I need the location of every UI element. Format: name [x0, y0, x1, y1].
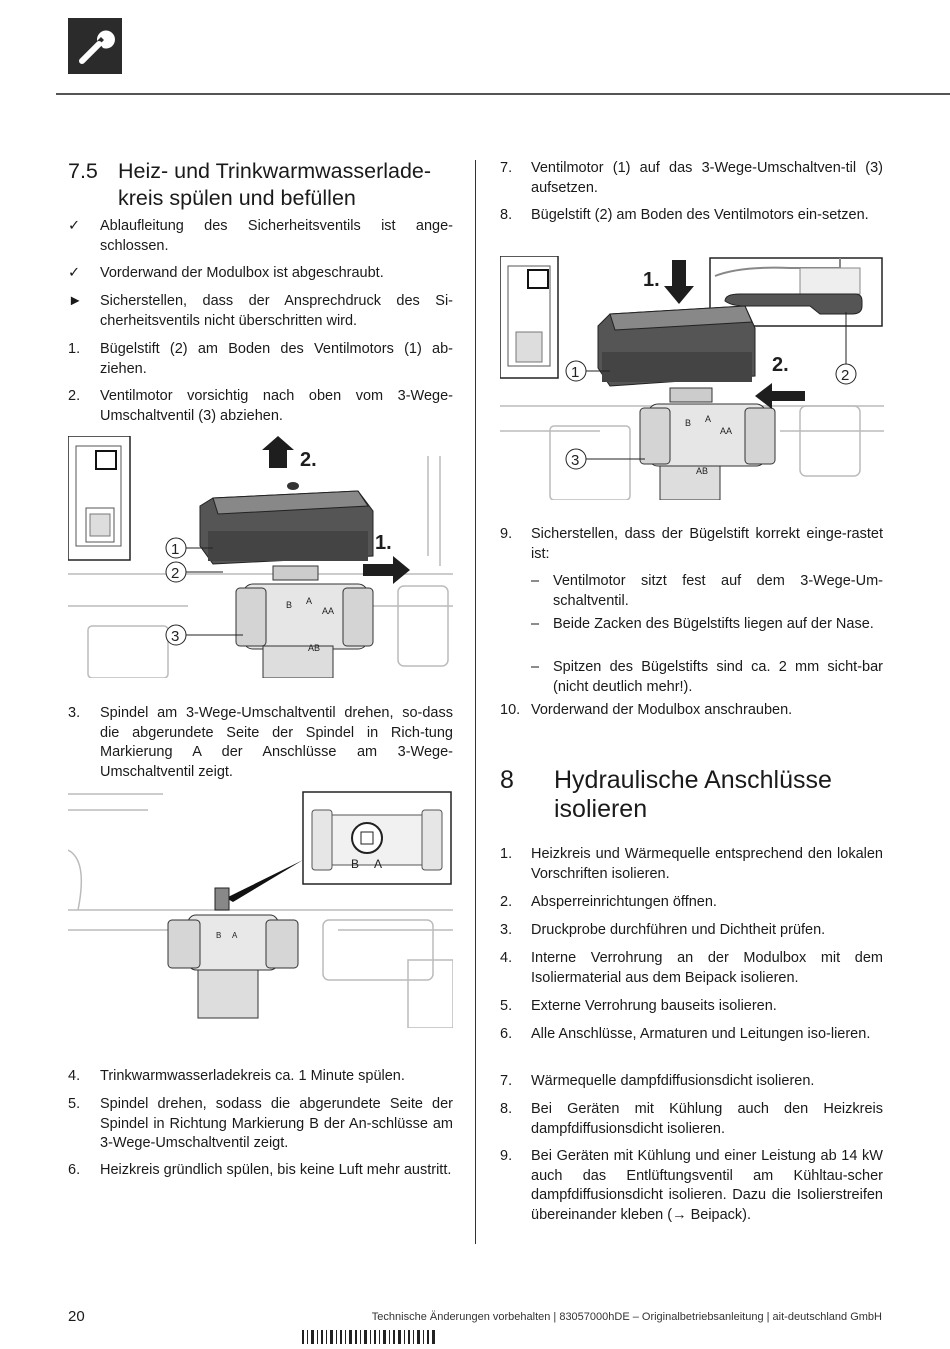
three-way-valve	[236, 566, 373, 678]
footer-text: Technische Änderungen vorbehalten | 83057000hDE – Originalbetriebsanleitung | ait-deutschland GmbH	[371, 1311, 882, 1323]
callout-1: 1	[571, 364, 580, 381]
arrow-label-right: 1.	[375, 532, 392, 554]
figure-mount-valve-motor	[500, 256, 884, 500]
arrow-label-left: 2.	[772, 354, 789, 376]
prereq-item: ✓ Ablaufleitung des Sicherheitsventils ist ange-schlossen.	[68, 218, 453, 254]
three-way-valve	[168, 888, 298, 1018]
callout-2: 2	[841, 367, 850, 384]
step-item: 6. Alle Anschlüsse, Armaturen und Leitungen iso-lieren.	[500, 1026, 871, 1042]
valve-mark-ab: AB	[308, 643, 321, 653]
figure-spindle-orientation	[68, 790, 453, 1028]
header-divider	[56, 93, 950, 95]
valve-mark-a: A	[705, 414, 712, 424]
step-item: 9. Sicherstellen, dass der Bügelstift korrekt einge-rastet ist:	[500, 526, 883, 562]
substep-item: – Beide Zacken des Bügelstifts liegen auf der Nase.	[531, 616, 874, 632]
arrow-right-icon	[363, 556, 410, 584]
step-item: 1. Heizkreis und Wärmequelle entsprechend den lokalen Vorschriften isolieren.	[500, 846, 883, 882]
detail-label-b: B	[351, 857, 360, 871]
valve-mark-b: B	[685, 418, 692, 428]
valve-motor	[598, 306, 755, 386]
step-item: 10. Vorderwand der Modulbox anschrauben.	[500, 702, 793, 718]
module-box-thumbnail	[500, 256, 558, 378]
step-item: 8. Bügelstift (2) am Boden des Ventilmotors ein-setzen.	[500, 207, 869, 223]
valve-mark-aa: AA	[720, 426, 733, 436]
valve-mark-aa: AA	[322, 606, 335, 616]
callout-2: 2	[171, 565, 180, 582]
valve-mark-b: B	[216, 931, 222, 940]
substep-item: – Ventilmotor sitzt fest auf dem 3-Wege-Um-schaltventil.	[531, 573, 883, 609]
section-number: 8	[500, 766, 514, 794]
arrow-down-icon	[664, 260, 694, 304]
step-item: 7. Ventilmotor (1) auf das 3-Wege-Umschaltven-til (3) aufsetzen.	[500, 160, 883, 196]
step-item: 3. Druckprobe durchführen und Dichtheit prüfen.	[500, 922, 826, 938]
step-item: 2. Absperreinrichtungen öffnen.	[500, 894, 717, 910]
step-item: 9. Bei Geräten mit Kühlung und einer Leistung ab 14 kW auch das Entlüftungsventil am Kühltau-scher dampfdiffusionsdicht isolieren. Dazu die Isolierstreifen übereinander kleben (→ Beipack).	[500, 1148, 883, 1223]
valve-mark-a: A	[306, 596, 313, 606]
page-number: 20	[68, 1308, 85, 1325]
arrow-left-icon	[755, 383, 805, 409]
valve-motor	[200, 482, 373, 564]
section-title: Heiz- und Trinkwarmwasserlade-kreis spülen und befüllen	[118, 159, 432, 210]
wrench-icon	[68, 18, 122, 74]
step-item: 2. Ventilmotor vorsichtig nach oben vom 3-Wege-Umschaltventil (3) abziehen.	[68, 388, 453, 424]
callout-3: 3	[571, 452, 580, 469]
step-item: 6. Heizkreis gründlich spülen, bis keine Luft mehr austritt.	[68, 1162, 452, 1178]
section-heading-7-5	[68, 158, 458, 212]
section-heading-8	[500, 766, 890, 824]
spindle-detail-box	[303, 792, 451, 884]
step-item: 4. Interne Verrohrung an der Modulbox mit dem Isoliermaterial aus dem Beipack isolieren.	[500, 950, 883, 986]
column-divider	[475, 160, 476, 1244]
valve-mark-ab: AB	[696, 466, 709, 476]
module-box-thumbnail	[68, 436, 130, 560]
step-item: 5. Spindel drehen, sodass die abgerundete Seite der Spindel in Richtung Markierung B der An-schlüsse am 3-Wege-Umschaltventil zeigt.	[68, 1096, 453, 1151]
section-title: Hydraulische Anschlüsse isolieren	[554, 766, 832, 823]
step-item: 3. Spindel am 3-Wege-Umschaltventil drehen, so-dass die abgerundete Seite der Spindel in Rich-tung Markierung A der Anschlüsse am 3-Wege-Umschaltventil zeigt.	[68, 705, 453, 780]
callout-3: 3	[171, 628, 180, 645]
arrow-up-icon	[262, 436, 294, 468]
valve-mark-b: B	[286, 600, 293, 610]
step-item: 7. Wärmequelle dampfdiffusionsdicht isolieren.	[500, 1073, 815, 1089]
prereq-item: ► Sicherstellen, dass der Ansprechdruck des Si-cherheitsventils nicht überschritten wird.	[68, 293, 453, 329]
step-item: 4. Trinkwarmwasserladekreis ca. 1 Minute spülen.	[68, 1068, 405, 1084]
arrow-label-down: 1.	[643, 269, 660, 291]
prereq-item: ✓ Vorderwand der Modulbox ist abgeschraubt.	[68, 264, 453, 284]
callout-1: 1	[171, 541, 180, 558]
arrow-right-icon: ►	[68, 293, 83, 309]
valve-mark-a: A	[232, 931, 238, 940]
detail-label-a: A	[374, 857, 383, 871]
step-item: 5. Externe Verrohrung bauseits isolieren.	[500, 998, 777, 1014]
step-item: 8. Bei Geräten mit Kühlung auch den Heizkreis dampfdiffusionsdicht isolieren.	[500, 1101, 883, 1137]
arrow-label-up: 2.	[300, 449, 317, 471]
check-icon: ✓	[68, 265, 81, 281]
step-item: 1. Bügelstift (2) am Boden des Ventilmotors (1) ab-ziehen.	[68, 341, 453, 377]
section-number: 7.5	[68, 159, 98, 183]
three-way-valve	[640, 388, 775, 500]
substep-item: – Spitzen des Bügelstifts sind ca. 2 mm sicht-bar (nicht deutlich mehr!).	[531, 659, 883, 695]
check-icon: ✓	[68, 218, 81, 234]
figure-remove-valve-motor	[68, 436, 453, 678]
